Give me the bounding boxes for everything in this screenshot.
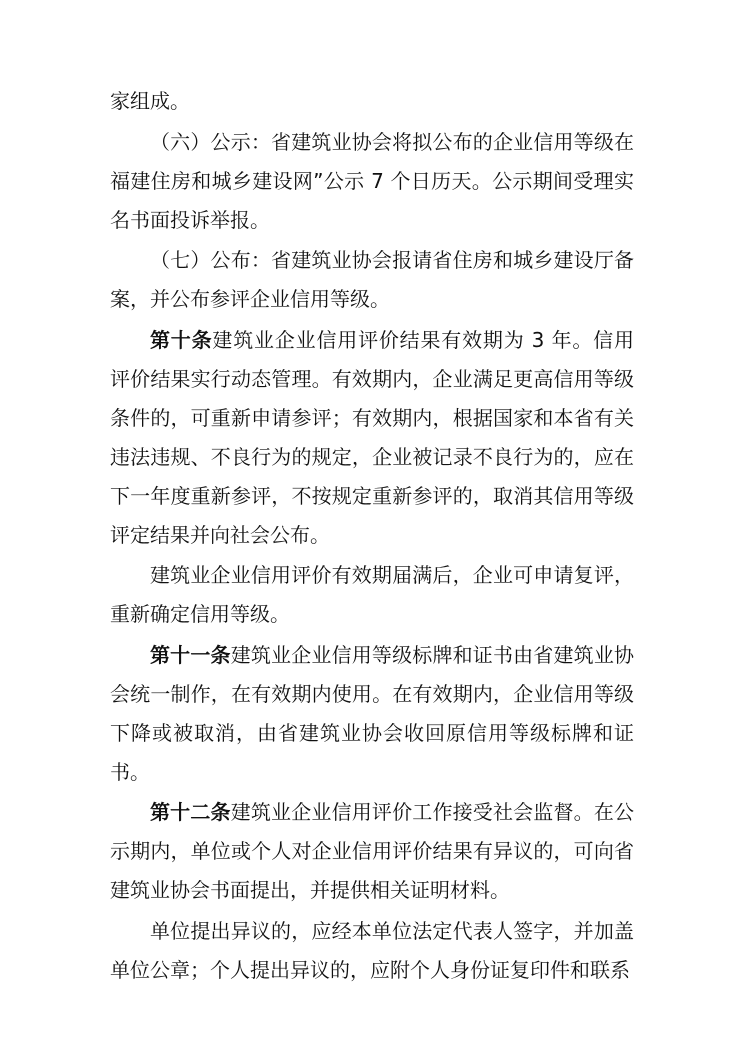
paragraph-renewal: 建筑业企业信用评价有效期届满后，企业可申请复评，重新确定信用等级。 <box>110 563 634 626</box>
article-11-heading: 第十一条 <box>150 642 231 667</box>
article-10-text: 建筑业企业信用评价结果有效期为 3 年。信用评价结果实行动态管理。有效期内，企业满足更高信用等级条件的，可重新申请参评；有效期内，根据国家和本省有关违法违规、不良行为的规定，企业被记录不良行为的，应在下一年度重新参评，不按规定重新参评的，取消其信用等级评定结果并向社会公布。 <box>110 327 634 547</box>
article-11-text: 建筑业企业信用等级标牌和证书由省建筑业协会统一制作，在有效期内使用。在有效期内，企业信用等级下降或被取消，由省建筑业协会收回原信用等级标牌和证书。 <box>110 642 635 784</box>
paragraph-continuation: 家组成。 <box>110 89 190 113</box>
paragraph-publicity: （六）公示：省建筑业协会将拟公布的企业信用等级在福建住房和城乡建设网”公示 7 个日历天。公示期间受理实名书面投诉举报。 <box>110 129 634 232</box>
paragraph-publication: （七）公布：省建筑业协会报请省住房和城乡建设厅备案，并公布参评企业信用等级。 <box>110 248 634 311</box>
article-10-heading: 第十条 <box>150 327 213 352</box>
article-12-text: 建筑业企业信用评价工作接受社会监督。在公示期内，单位或个人对企业信用评价结果有异议的，可向省建筑业协会书面提出，并提供相关证明材料。 <box>110 800 635 902</box>
article-12-heading: 第十二条 <box>150 800 231 824</box>
document-body <box>110 82 634 991</box>
article-10-paragraph <box>110 321 634 555</box>
article-12-paragraph <box>110 793 634 910</box>
article-11-paragraph <box>110 636 634 792</box>
paragraph-objection: 单位提出异议的，应经本单位法定代表人签字，并加盖单位公章；个人提出异议的，应附个人身份证复印件和联系 <box>110 918 634 982</box>
